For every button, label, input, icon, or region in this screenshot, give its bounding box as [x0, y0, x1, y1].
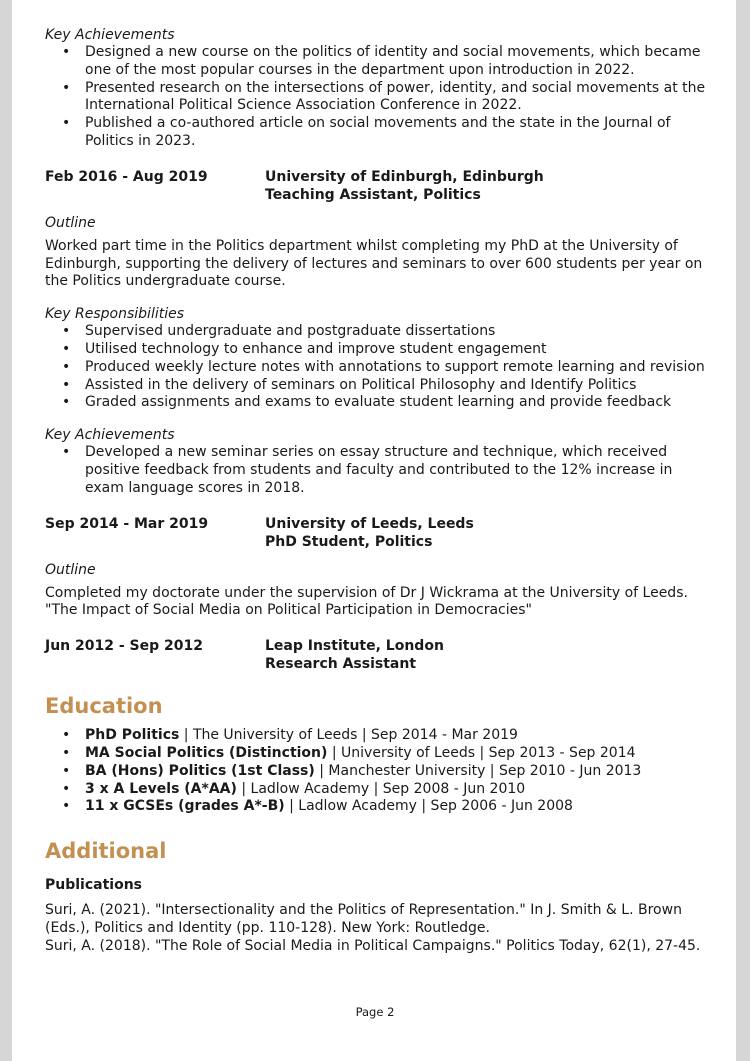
key-responsibilities-label: Key Responsibilities	[45, 306, 185, 323]
job-role: Teaching Assistant, Politics	[265, 186, 481, 203]
outline-text: Completed my doctorate under the supervision of Dr J Wickrama at the University of Leeds. "The Impact of Social Media on Political Participation in Democracies"	[45, 584, 688, 619]
degree-detail: | Manchester University | Sep 2010 - Jun 2013	[314, 762, 642, 779]
job-dates: Feb 2016 - Aug 2019	[45, 168, 208, 185]
page-number: Page 2	[355, 1005, 395, 1019]
outline-label: Outline	[45, 561, 96, 578]
publication: Suri, A. (2021). "Intersectionality and the Politics of Representation." In J. Smith & L. Brown (Eds.), Politics and Identity (pp. 110-128). New York: Routledge.	[45, 902, 682, 936]
degree: 3 x A Levels (A*AA)	[85, 780, 237, 797]
achievements-list	[45, 444, 710, 497]
education-list	[45, 727, 710, 816]
job-organisation: Leap Institute, London	[265, 638, 444, 655]
list-item: • Presented research on the intersections of power, identity, and social movements at the International Political Science Association Conference in 2022.	[45, 80, 710, 116]
degree: 11 x GCSEs (grades A*-B)	[85, 798, 285, 815]
outline-text: Worked part time in the Politics department whilst completing my PhD at the University of Edinburgh, supporting the delivery of lectures and seminars to over 600 students per year on the Politics undergraduate course.	[45, 237, 703, 290]
education-heading: Education	[45, 694, 163, 719]
job-edinburgh	[45, 168, 710, 204]
list-item	[45, 781, 710, 799]
degree-detail: | The University of Leeds | Sep 2014 - Mar 2019	[179, 727, 518, 744]
page-content	[45, 26, 710, 956]
list-item	[45, 798, 710, 816]
job-dates: Jun 2012 - Sep 2012	[45, 638, 203, 655]
job-leeds	[45, 515, 710, 551]
job-role: Research Assistant	[265, 656, 417, 673]
degree-detail: | Ladlow Academy | Sep 2008 - Jun 2010	[236, 780, 526, 797]
degree: BA (Hons) Politics (1st Class)	[85, 762, 315, 779]
list-item: • Supervised undergraduate and postgraduate dissertations	[45, 323, 710, 341]
achievements-list	[45, 44, 710, 151]
list-item: • Designed a new course on the politics of identity and social movements, which became one of the most popular courses in the department upon introduction in 2022.	[45, 44, 710, 80]
job-role: PhD Student, Politics	[265, 533, 433, 550]
list-item: • Produced weekly lecture notes with annotations to support remote learning and revision	[45, 359, 710, 377]
publication: Suri, A. (2018). "The Role of Social Media in Political Campaigns." Politics Today, 62(1), 27-45.	[45, 937, 701, 954]
outline-label: Outline	[45, 214, 96, 231]
degree: PhD Politics	[85, 727, 180, 744]
degree-detail: | Ladlow Academy | Sep 2006 - Jun 2008	[284, 798, 573, 815]
job-dates: Sep 2014 - Mar 2019	[45, 515, 209, 532]
key-achievements-label: Key Achievements	[45, 427, 175, 444]
job-leap	[45, 637, 710, 673]
key-achievements-label: Key Achievements	[45, 27, 175, 43]
job-organisation: University of Leeds, Leeds	[265, 515, 474, 532]
degree: MA Social Politics (Distinction)	[85, 744, 328, 761]
list-item	[45, 727, 710, 745]
responsibilities-list	[45, 323, 710, 412]
degree-detail: | University of Leeds | Sep 2013 - Sep 2014	[327, 744, 636, 761]
document-page	[12, 0, 736, 1061]
list-item: • Utilised technology to enhance and improve student engagement	[45, 341, 710, 359]
publications-heading: Publications	[45, 877, 143, 894]
additional-heading: Additional	[45, 839, 167, 864]
list-item	[45, 745, 710, 763]
list-item: • Graded assignments and exams to evaluate student learning and provide feedback	[45, 394, 710, 412]
list-item: • Assisted in the delivery of seminars on Political Philosophy and Identify Politics	[45, 377, 710, 395]
list-item: • Developed a new seminar series on essay structure and technique, which received positive feedback from students and faculty and contributed to the 12% increase in exam language scores in 2018.	[45, 444, 710, 497]
job-organisation: University of Edinburgh, Edinburgh	[265, 168, 544, 185]
list-item	[45, 763, 710, 781]
list-item: • Published a co-authored article on social movements and the state in the Journal of Politics in 2023.	[45, 115, 710, 151]
